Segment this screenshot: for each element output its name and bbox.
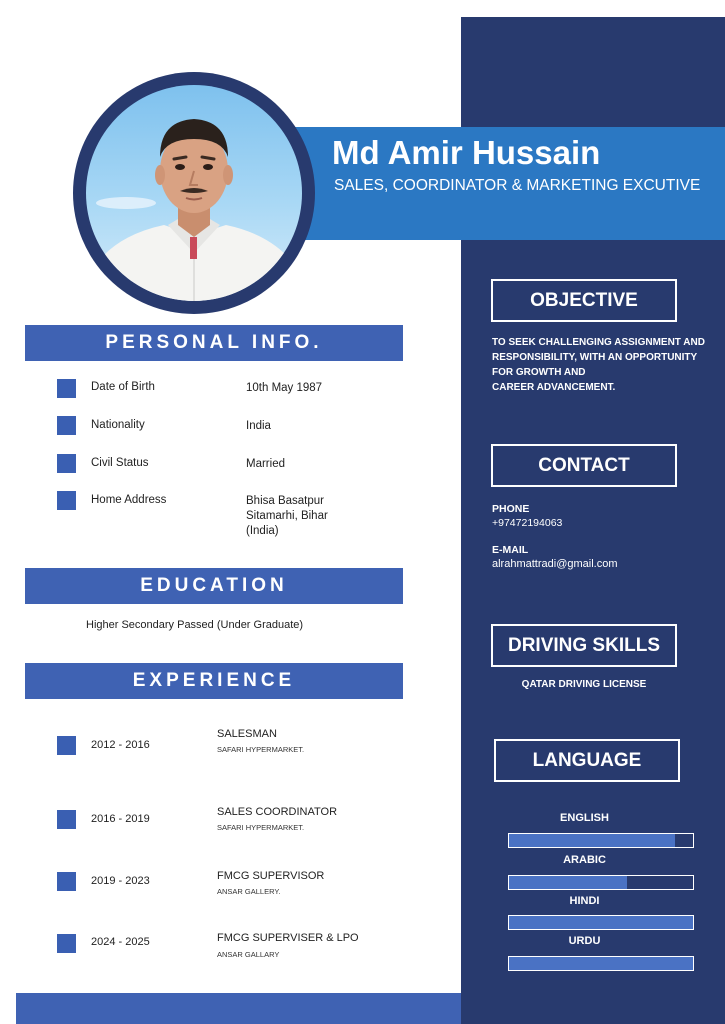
email-value: alrahmattradi@gmail.com (492, 558, 618, 570)
contact-heading: CONTACT (491, 444, 677, 487)
dob-label: Date of Birth (91, 381, 155, 393)
phone-label: PHONE (492, 503, 530, 515)
civil-status-value: Married (246, 458, 285, 470)
experience-company: ANSAR GALLARY (217, 950, 280, 959)
phone-value: +97472194063 (492, 517, 563, 529)
bullet-square (57, 379, 76, 398)
candidate-name: Md Amir Hussain (332, 134, 601, 171)
language-heading: LANGUAGE (494, 739, 680, 782)
experience-years: 2016 - 2019 (91, 813, 150, 825)
language-level-bar (508, 915, 694, 930)
objective-line: FOR GROWTH AND (492, 367, 586, 378)
driving-license-text: QATAR DRIVING LICENSE (521, 679, 647, 690)
address-line: Sitamarhi, Bihar (246, 510, 328, 522)
education-heading: EDUCATION (25, 568, 403, 604)
experience-years: 2012 - 2016 (91, 739, 150, 751)
objective-line: TO SEEK CHALLENGING ASSIGNMENT AND (492, 337, 705, 348)
bullet-square (57, 736, 76, 755)
experience-years: 2024 - 2025 (91, 936, 150, 948)
language-name: HINDI (569, 895, 600, 907)
objective-text (492, 335, 717, 395)
nationality-value: India (246, 420, 271, 432)
email-label: E-MAIL (492, 544, 529, 556)
experience-heading: EXPERIENCE (25, 663, 403, 699)
objective-line: CAREER ADVANCEMENT. (492, 382, 616, 393)
experience-title: SALES COORDINATOR (217, 806, 338, 818)
candidate-role: SALES, COORDINATOR & MARKETING EXCUTIVE (334, 177, 701, 194)
bullet-square (57, 454, 76, 473)
bullet-square (57, 872, 76, 891)
address-line: (India) (246, 525, 279, 537)
person-illustration (86, 85, 302, 301)
language-level-fill (509, 957, 693, 970)
nationality-label: Nationality (91, 419, 145, 431)
experience-years: 2019 - 2023 (91, 875, 150, 887)
home-address-label: Home Address (91, 494, 167, 506)
language-level-bar (508, 875, 694, 890)
experience-title: FMCG SUPERVISOR (217, 870, 325, 882)
bullet-square (57, 934, 76, 953)
language-name: URDU (568, 935, 601, 947)
experience-company: SAFARI HYPERMARKET. (217, 823, 305, 832)
bullet-square (57, 416, 76, 435)
language-level-fill (509, 876, 627, 889)
experience-title: FMCG SUPERVISER & LPO (217, 932, 359, 944)
address-line: Bhisa Basatpur (246, 495, 324, 507)
civil-status-label: Civil Status (91, 457, 149, 469)
language-level-bar (508, 956, 694, 971)
education-entry: Higher Secondary Passed (Under Graduate) (86, 619, 304, 631)
home-address-value (246, 494, 328, 539)
language-name: ARABIC (563, 854, 606, 866)
language-level-fill (509, 834, 675, 847)
language-name: ENGLISH (560, 812, 609, 824)
objective-line: RESPONSIBILITY, WITH AN OPPORTUNITY (492, 352, 698, 363)
bullet-square (57, 491, 76, 510)
driving-skills-heading: DRIVING SKILLS (491, 624, 677, 667)
footer-bar (16, 993, 461, 1024)
experience-company: ANSAR GALLERY. (217, 887, 281, 896)
language-level-bar (508, 833, 694, 848)
bullet-square (57, 810, 76, 829)
personal-info-heading: PERSONAL INFO. (25, 325, 403, 361)
experience-company: SAFARI HYPERMARKET. (217, 745, 305, 754)
dob-value: 10th May 1987 (246, 382, 323, 394)
objective-heading: OBJECTIVE (491, 279, 677, 322)
language-level-fill (509, 916, 693, 929)
experience-title: SALESMAN (217, 728, 277, 740)
profile-photo (86, 85, 302, 301)
